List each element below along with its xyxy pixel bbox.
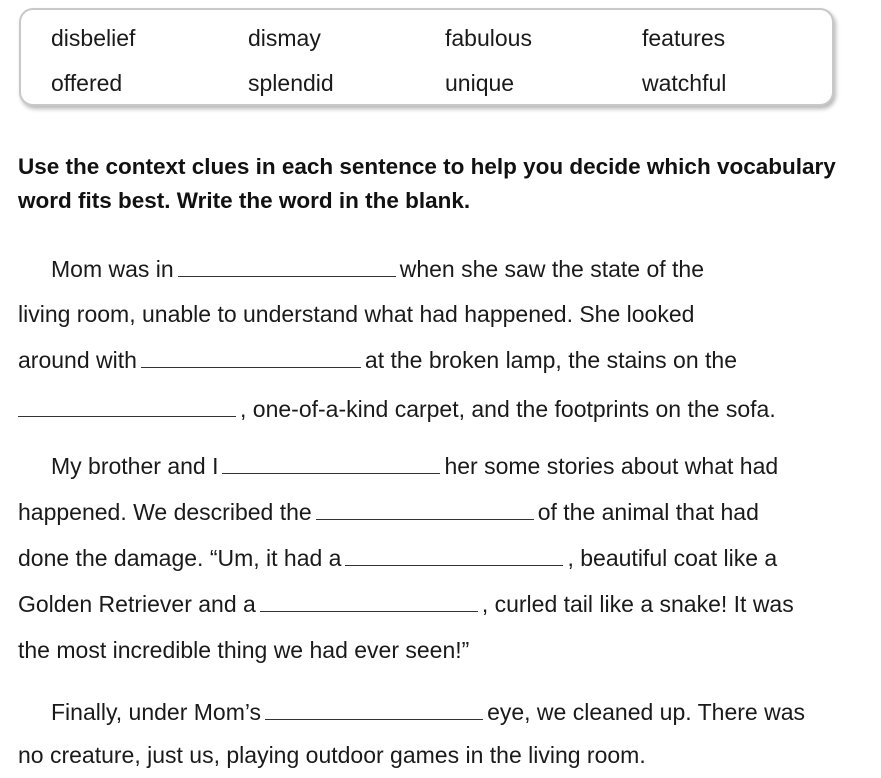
passage-text: Golden Retriever and a [18, 591, 256, 617]
passage-text: , one-of-a-kind carpet, and the footprints on the sofa. [240, 396, 776, 422]
passage-line [51, 452, 778, 480]
answer-blank[interactable] [141, 349, 361, 368]
passage-text: no creature, just us, playing outdoor games in the living room. [18, 742, 646, 768]
passage-text: when she saw the state of the [399, 256, 705, 282]
passage-text: eye, we cleaned up. There was [487, 699, 805, 725]
passage-line [18, 741, 646, 769]
passage-line [18, 395, 776, 423]
word-bank-item: disbelief [51, 25, 136, 51]
passage-text: done the damage. “Um, it had a [18, 545, 342, 571]
word-bank-item: fabulous [445, 25, 532, 51]
passage-text: around with [18, 347, 137, 373]
answer-blank[interactable] [316, 501, 534, 520]
passage-line [18, 636, 469, 664]
answer-blank[interactable] [178, 258, 396, 277]
word-bank-item: offered [51, 70, 123, 96]
passage-text: , curled tail like a snake! It was [481, 591, 794, 617]
passage-line [18, 498, 759, 526]
passage-text: at the broken lamp, the stains on the [364, 347, 737, 373]
word-bank-item: watchful [642, 70, 727, 96]
word-bank-item: splendid [248, 70, 334, 96]
passage-line [18, 300, 694, 328]
passage-text: Mom was in [51, 256, 174, 282]
passage-line [51, 698, 805, 726]
word-bank-item: features [642, 25, 726, 51]
passage-text: the most incredible thing we had ever seen!” [18, 637, 470, 663]
passage-line [18, 590, 794, 618]
answer-blank[interactable] [265, 701, 483, 720]
word-bank-item: unique [445, 70, 515, 96]
passage-text: Finally, under Mom’s [51, 699, 262, 725]
answer-blank[interactable] [260, 593, 478, 612]
answer-blank[interactable] [222, 455, 440, 474]
passage-line [18, 346, 737, 374]
passage-text: her some stories about what had [444, 453, 779, 479]
answer-blank[interactable] [345, 547, 563, 566]
instructions-heading: Use the context clues in each sentence to help you decide which vocabulary word fits best. Write the word in the blank. [18, 154, 836, 213]
passage-text: living room, unable to understand what had happened. She looked [18, 301, 695, 327]
answer-blank[interactable] [18, 398, 236, 417]
passage-text: , beautiful coat like a [567, 545, 778, 571]
passage-line [51, 255, 704, 283]
passage-text: My brother and I [51, 453, 219, 479]
word-bank-item: dismay [248, 25, 321, 51]
passage-line [18, 544, 777, 572]
passage-text: of the animal that had [537, 499, 759, 525]
passage-text: happened. We described the [18, 499, 312, 525]
